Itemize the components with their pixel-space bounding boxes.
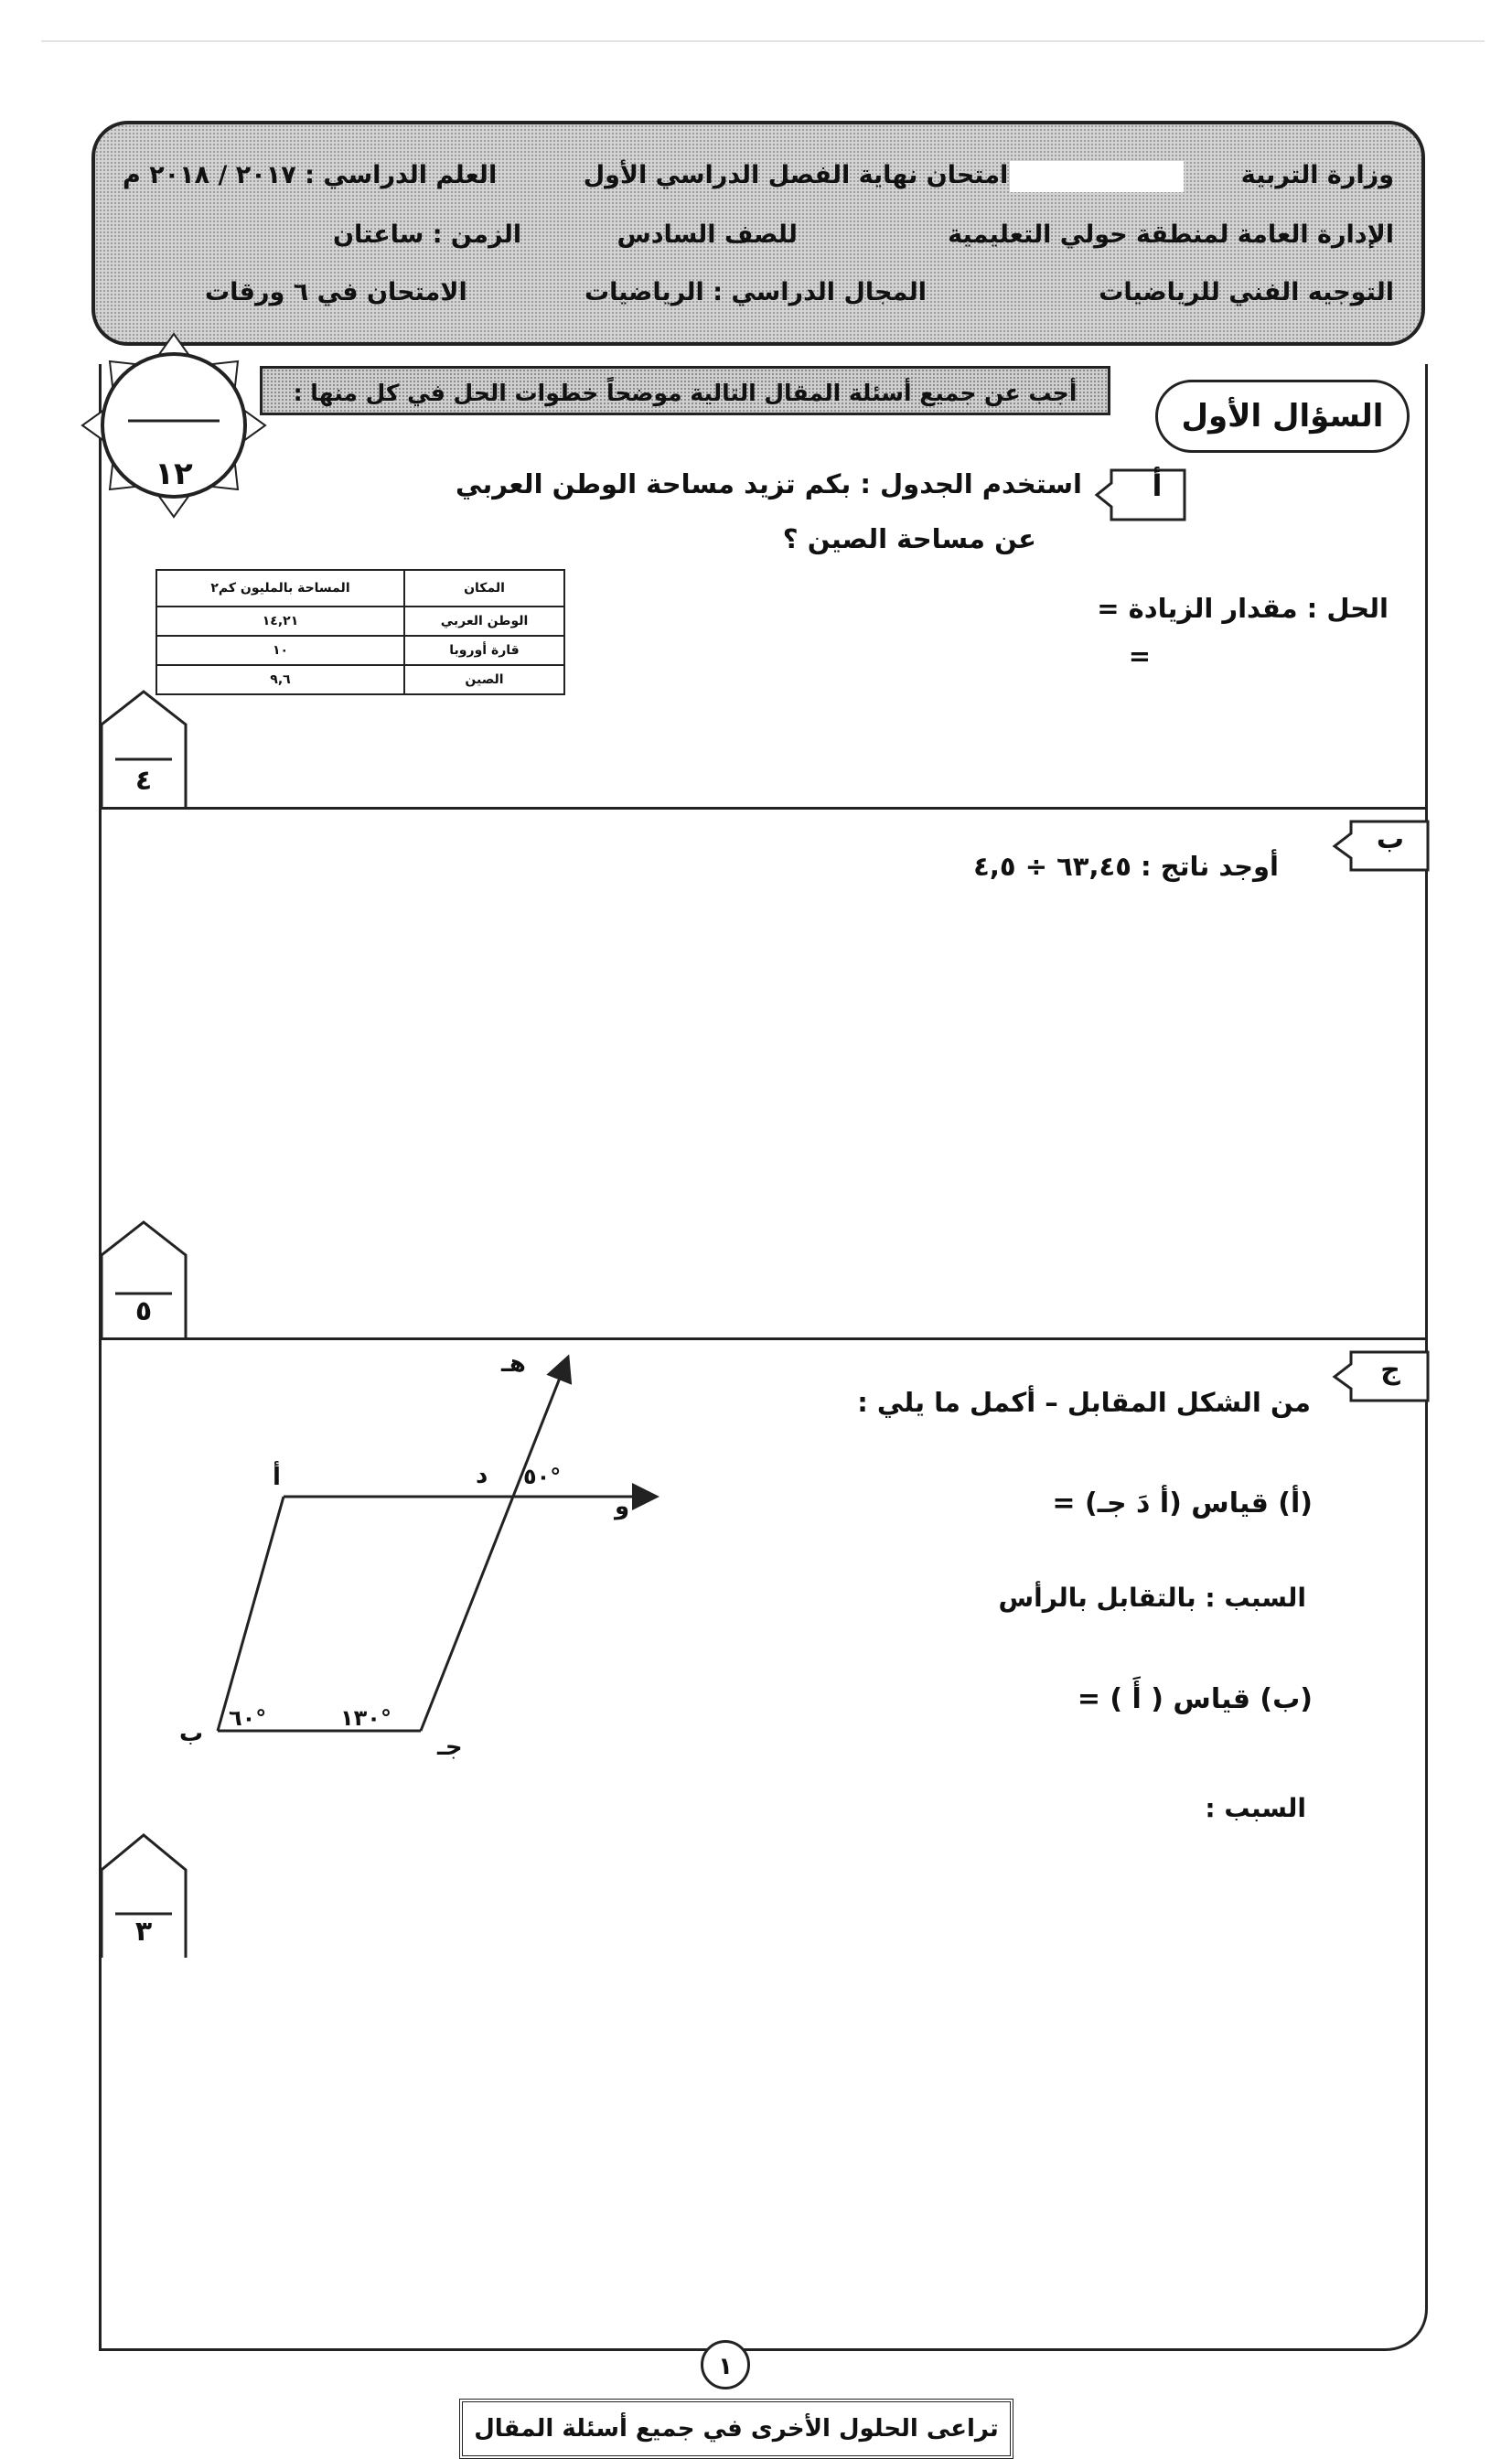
page-number: ١ xyxy=(701,2340,750,2389)
district-name: الإدارة العامة لمنطقة حولي التعليمية xyxy=(948,220,1394,249)
table-row xyxy=(156,665,564,694)
part-c-label: ج xyxy=(1380,1354,1400,1386)
part-a-solution-line2: = xyxy=(1128,640,1151,671)
part-c-reason-a: السبب : بالتقابل بالرأس xyxy=(998,1583,1306,1613)
instruction-banner: أجب عن جميع أسئلة المقال التالية موضحاً خطوات الحل في كل منها : xyxy=(260,366,1110,415)
part-a-score: ٤ xyxy=(134,765,153,797)
line-c-h xyxy=(421,1359,567,1731)
table-cell: ١٤,٢١ xyxy=(156,607,404,636)
total-score-badge xyxy=(78,329,270,521)
point-c-label: جـ xyxy=(437,1734,463,1761)
exam-header xyxy=(91,121,1425,346)
subject-label: المجال الدراسي : الرياضيات xyxy=(584,278,927,306)
exam-duration: الزمن : ساعتان xyxy=(333,220,522,249)
total-score: ١٢ xyxy=(155,456,193,492)
header-row-2 xyxy=(123,220,1394,266)
part-c-item-a: (أ) قياس (أ دَ جـ) = xyxy=(1052,1487,1313,1519)
table-cell: ١٠ xyxy=(156,636,404,665)
table-row xyxy=(156,607,564,636)
exam-title: امتحان نهاية الفصل الدراسي الأول xyxy=(583,161,1009,189)
part-a-label: أ xyxy=(1152,468,1163,503)
angle-bottom-left-label: ٦٠° xyxy=(229,1705,267,1731)
table-header: المساحة بالمليون كم٢ xyxy=(156,570,404,607)
point-d-label: د xyxy=(476,1462,488,1489)
table-cell: الصين xyxy=(404,665,564,694)
part-a-question-line1: استخدم الجدول : بكم تزيد مساحة الوطن العربي xyxy=(456,468,1082,499)
table-header: المكان xyxy=(404,570,564,607)
supervision-name: التوجيه الفني للرياضيات xyxy=(1099,278,1394,306)
part-a-question-line2: عن مساحة الصين ؟ xyxy=(782,523,1036,554)
angle-top-label: ٥٠° xyxy=(523,1464,562,1489)
separator xyxy=(99,807,1427,810)
angle-bottom-right-label: ١٣٠° xyxy=(340,1705,391,1731)
point-a-label: أ xyxy=(273,1464,281,1491)
page-top-rule xyxy=(41,40,1485,42)
header-row-1 xyxy=(123,161,1394,207)
point-h-label: هـ xyxy=(501,1350,526,1378)
academic-year: العلم الدراسي : ٢٠١٧ / ٢٠١٨ م xyxy=(123,161,498,189)
line-a-b xyxy=(218,1497,284,1731)
part-c-reason-b: السبب : xyxy=(1205,1793,1306,1823)
part-c-item-b: (ب) قياس ( أَ ) = xyxy=(1077,1683,1313,1715)
grade-label: للصف السادس xyxy=(617,220,798,249)
part-b-question: أوجد ناتج : ٦٣,٤٥ ÷ ٤,٥ xyxy=(973,851,1279,882)
table-row xyxy=(156,636,564,665)
point-w-label: و xyxy=(615,1493,630,1520)
part-a-solution-line1: الحل : مقدار الزيادة = xyxy=(1097,593,1389,624)
table-header-row xyxy=(156,570,564,607)
table-cell: الوطن العربي xyxy=(404,607,564,636)
ministry-name: وزارة التربية xyxy=(1240,161,1394,189)
redacted-box xyxy=(1010,161,1184,192)
question-title: السؤال الأول xyxy=(1155,380,1410,453)
footer-note: تراعى الحلول الأخرى في جميع أسئلة المقال xyxy=(459,2399,1013,2459)
part-b-score: ٥ xyxy=(134,1295,153,1327)
area-table xyxy=(155,569,565,695)
part-b-label: ب xyxy=(1376,823,1405,855)
table-cell: ٩,٦ xyxy=(156,665,404,694)
table-cell: قارة أوروبا xyxy=(404,636,564,665)
part-c-score: ٣ xyxy=(134,1916,153,1948)
header-row-3 xyxy=(123,278,1394,324)
page-count: الامتحان في ٦ ورقات xyxy=(205,278,467,306)
point-b-label: ب xyxy=(179,1720,204,1747)
part-c-intro: من الشكل المقابل – أكمل ما يلي : xyxy=(857,1387,1311,1418)
